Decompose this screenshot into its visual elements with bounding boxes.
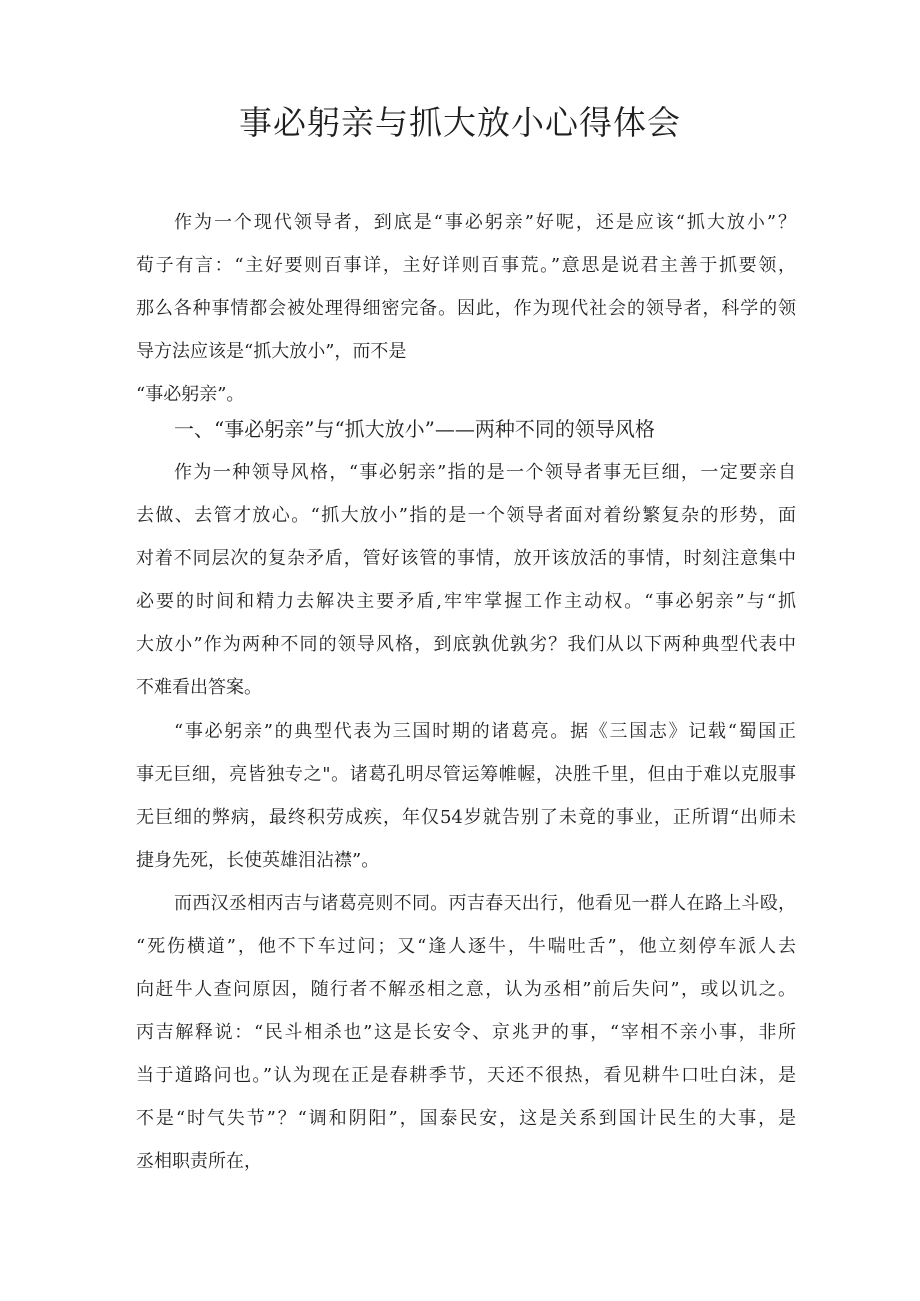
page-title: 事必躬亲与抓大放小心得体会 xyxy=(239,103,681,142)
body-text-line: 当于道路问也。”认为现在正是春耕季节，天还不很热，看见耕牛口吐白沫，是 xyxy=(136,1065,796,1086)
body-text-line: 丞相职责所在， xyxy=(136,1151,262,1172)
body-text-line: 作为一个现代领导者，到底是“事必躬亲”好呢，还是应该“抓大放小”？ xyxy=(174,212,796,233)
body-text-line: 向赶牛人查问原因，随行者不解丞相之意，认为丞相”前后失问”，或以讥之。 xyxy=(136,979,796,1000)
body-text-line: 必要的时间和精力去解决主要矛盾,牢牢掌握工作主动权。“事必躬亲”与“抓 xyxy=(136,591,796,612)
body-text-line: 不是“时气失节”？“调和阴阳”，国泰民安，这是关系到国计民生的大事，是 xyxy=(136,1108,796,1129)
body-text-line: 不难看出答案。 xyxy=(136,677,262,698)
body-text-line: “死伤横道”，他不下车过问；又“逢人逐牛，牛喘吐舌”，他立刻停车派人去 xyxy=(136,936,796,957)
body-text-line: 大放小”作为两种不同的领导风格，到底孰优孰劣？我们从以下两种典型代表中 xyxy=(136,634,796,655)
body-text-line: 那么各种事情都会被处理得细密完备。因此，作为现代社会的领导者，科学的领 xyxy=(136,298,796,319)
body-text-line: 对着不同层次的复杂矛盾，管好该管的事情，放开该放活的事情，时刻注意集中 xyxy=(136,548,796,569)
body-text-line: 捷身先死，长使英雄泪沾襟”。 xyxy=(136,850,380,871)
body-text-line: 无巨细的弊病，最终积劳成疾，年仅54岁就告别了未竟的事业，正所谓“出师未 xyxy=(136,807,796,828)
body-text-line: 去做、去管才放心。“抓大放小”指的是一个领导者面对着纷繁复杂的形势，面 xyxy=(136,505,796,526)
body-text-line: 导方法应该是“抓大放小”，而不是 xyxy=(136,341,407,362)
body-text-line: 而西汉丞相丙吉与诸葛亮则不同。丙吉春天出行，他看见一群人在路上斗殴， xyxy=(174,893,796,914)
body-text-line: “事必躬亲”的典型代表为三国时期的诸葛亮。据《三国志》记载“蜀国正 xyxy=(174,721,796,742)
body-text-line: 荀子有言：“主好要则百事详，主好详则百事荒。”意思是说君主善于抓要领， xyxy=(136,255,796,276)
body-text-line: 丙吉解释说：“民斗相杀也”这是长安令、京兆尹的事，“宰相不亲小事，非所 xyxy=(136,1022,796,1043)
body-text-line: 作为一种领导风格，“事必躬亲”指的是一个领导者事无巨细，一定要亲自 xyxy=(174,462,796,483)
body-text-line: 事无巨细，亮皆独专之"。诸葛孔明尽管运筹帷幄，决胜千里，但由于难以克服事 xyxy=(136,764,796,785)
body-text-line: “事必躬亲”。 xyxy=(136,384,245,405)
section-heading: 一、“事必躬亲”与“抓大放小”——两种不同的领导风格 xyxy=(174,417,655,441)
